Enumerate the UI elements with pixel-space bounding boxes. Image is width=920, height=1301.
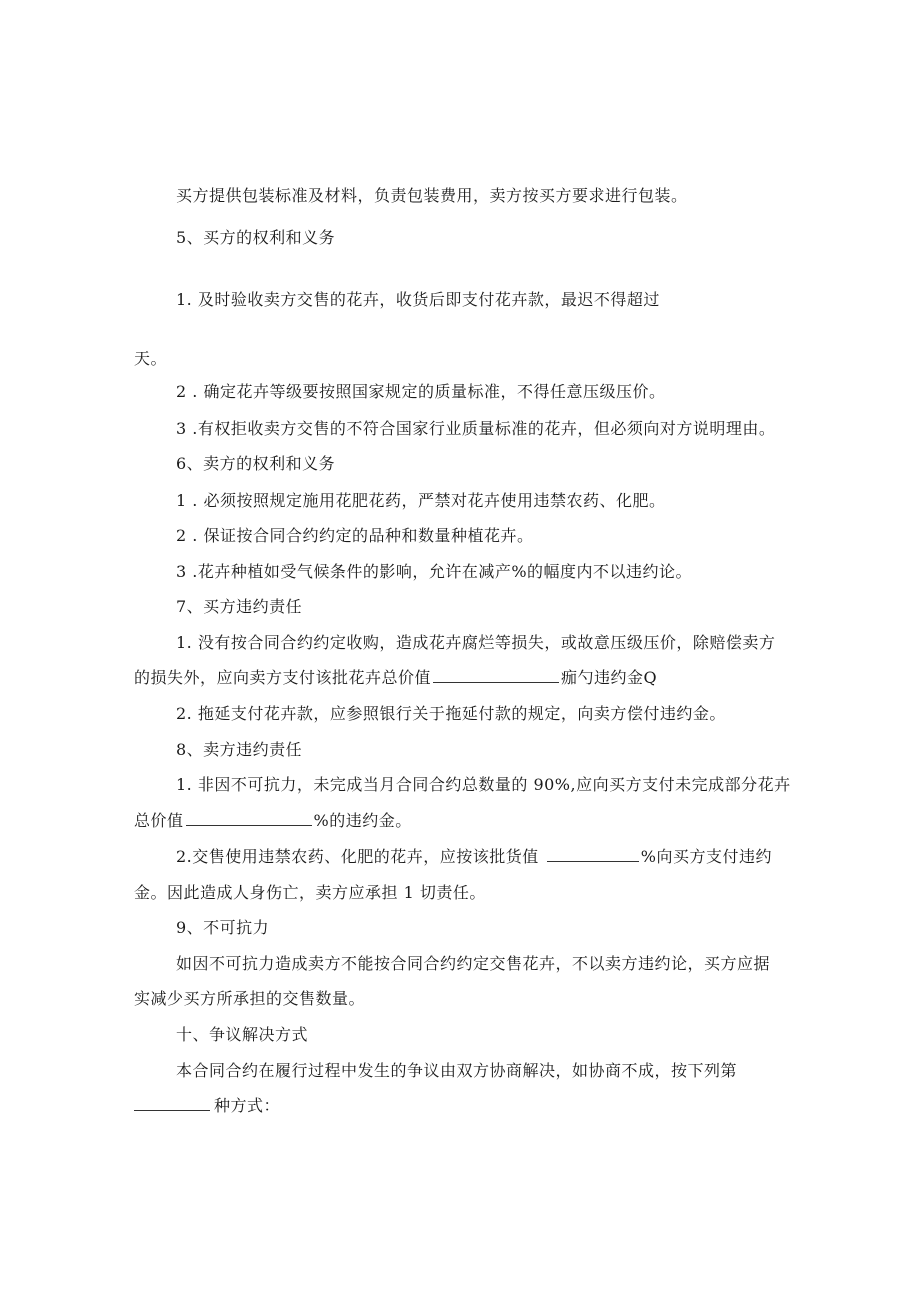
buyer-breach-item-1: 1. 没有按合同合约约定收购，造成花卉腐烂等损失，或故意压级压价，除赔偿卖方	[176, 633, 776, 652]
seller-breach-item-1: 1. 非因不可抗力，未完成当月合同合约总数量的 90%,应向买方支付未完成部分花卉	[176, 775, 791, 794]
buyer-item-1-cont: 天。	[134, 349, 168, 368]
fill-in-blank	[547, 845, 639, 862]
buyer-breach-item-1-cont	[134, 666, 657, 690]
seller-breach-item-2-cont: 金。因此造成人身伤亡，卖方应承担 1 切责任。	[134, 883, 486, 902]
text-segment: 总价值	[134, 811, 184, 830]
text-segment: %的违约金。	[313, 811, 412, 830]
fill-in-blank	[433, 666, 559, 683]
seller-item-1: 1 . 必须按照规定施用花肥花药，严禁对花卉使用违禁农药、化肥。	[176, 491, 666, 510]
text-segment: 2.交售使用违禁农药、化肥的花卉，应按该批货值	[176, 847, 539, 866]
buyer-breach-item-2: 2. 拖延支付花卉款，应参照银行关于拖延付款的规定，向卖方偿付违约金。	[176, 704, 726, 723]
dispute-paragraph-cont	[134, 1094, 280, 1118]
text-segment: 的损失外，应向卖方支付该批花卉总价值	[134, 668, 432, 687]
section-5-heading: 5、买方的权利和义务	[176, 228, 336, 247]
section-8-heading: 8、卖方违约责任	[176, 740, 303, 759]
force-majeure-paragraph-cont: 实减少买方所承担的交售数量。	[134, 989, 366, 1008]
section-10-heading: 十、争议解决方式	[176, 1025, 309, 1044]
seller-breach-item-2	[176, 845, 772, 869]
seller-item-3: 3 .花卉种植如受气候条件的影响，允许在减产%的幅度内不以违约论。	[176, 562, 693, 581]
packaging-paragraph: 买方提供包装标准及材料，负责包装费用，卖方按买方要求进行包装。	[176, 186, 688, 205]
text-segment: 种方式：	[214, 1096, 281, 1115]
buyer-item-3: 3 .有权拒收卖方交售的不符合国家行业质量标准的花卉，但必须向对方说明理由。	[176, 419, 776, 438]
section-9-heading: 9、不可抗力	[176, 918, 270, 937]
force-majeure-paragraph: 如因不可抗力造成卖方不能按合同合约约定交售花卉，不以卖方违约论，买方应据	[176, 954, 771, 973]
buyer-item-2: 2 . 确定花卉等级要按照国家规定的质量标准，不得任意压级压价。	[176, 382, 666, 401]
dispute-paragraph: 本合同合约在履行过程中发生的争议由双方协商解决，如协商不成，按下列第	[176, 1061, 738, 1080]
fill-in-blank	[134, 1094, 210, 1111]
seller-item-2: 2 . 保证按合同合约约定的品种和数量种植花卉。	[176, 526, 534, 545]
text-segment: %向买方支付违约	[640, 847, 772, 866]
section-6-heading: 6、卖方的权利和义务	[176, 454, 336, 473]
fill-in-blank	[186, 809, 312, 826]
seller-breach-item-1-cont	[134, 809, 412, 833]
text-segment: 痂勺违约金Q	[561, 668, 658, 687]
buyer-item-1: 1. 及时验收卖方交售的花卉，收货后即支付花卉款，最迟不得超过	[176, 290, 660, 309]
section-7-heading: 7、买方违约责任	[176, 597, 303, 616]
